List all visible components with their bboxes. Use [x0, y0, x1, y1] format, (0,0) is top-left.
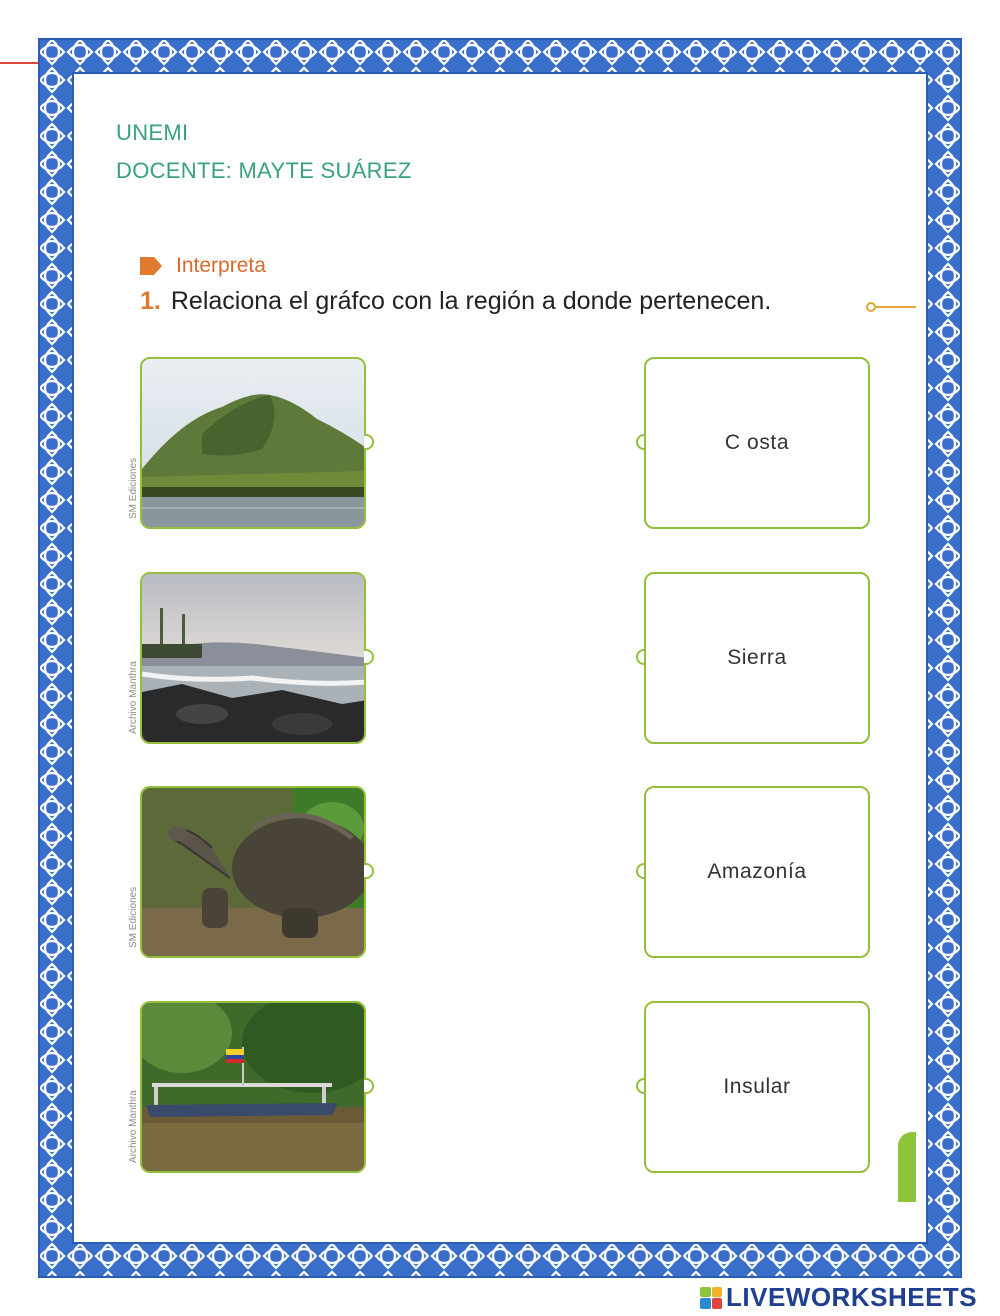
answer-box-amazonia[interactable]: Amazonía — [644, 786, 870, 958]
answer-box-sierra[interactable]: Sierra — [644, 572, 870, 744]
section-tag — [140, 254, 266, 278]
photo-credit: SM Ediciones — [128, 457, 139, 519]
river-boat-image — [142, 1003, 366, 1173]
mountain-lake-image — [142, 359, 366, 529]
photo-tortoise[interactable] — [140, 786, 366, 958]
photo-coast[interactable] — [140, 572, 366, 744]
institution-name: UNEMI — [116, 120, 189, 145]
photo-river[interactable] — [140, 1001, 366, 1173]
question-number: 1. — [140, 287, 161, 315]
teacher-name: DOCENTE: MAYTE SUÁREZ — [116, 158, 412, 183]
answer-box-insular[interactable]: Insular — [644, 1001, 870, 1173]
margin-rule — [0, 62, 42, 64]
section-label: Interpreta — [176, 254, 266, 277]
question-marker-line — [876, 306, 916, 308]
rocky-coast-image — [142, 574, 366, 744]
giant-tortoise-image — [142, 788, 366, 958]
photo-credit: SM Ediciones — [128, 886, 139, 948]
photo-mountain[interactable] — [140, 357, 366, 529]
question-text: Relaciona el gráfco con la región a donde pertenecen. — [170, 287, 772, 315]
brand-logo — [700, 1282, 977, 1313]
tag-arrow-icon — [140, 257, 162, 275]
brand-name: LIVEWORKSHEETS — [726, 1282, 978, 1312]
question — [140, 287, 771, 316]
liveworksheets-icon — [700, 1287, 722, 1309]
page-tab — [898, 1132, 916, 1202]
question-marker-dot — [866, 302, 876, 312]
photo-credit: Archivo Manthra — [128, 1090, 139, 1163]
answer-box-costa[interactable]: C osta — [644, 357, 870, 529]
photo-credit: Archivo Manthra — [128, 661, 139, 734]
